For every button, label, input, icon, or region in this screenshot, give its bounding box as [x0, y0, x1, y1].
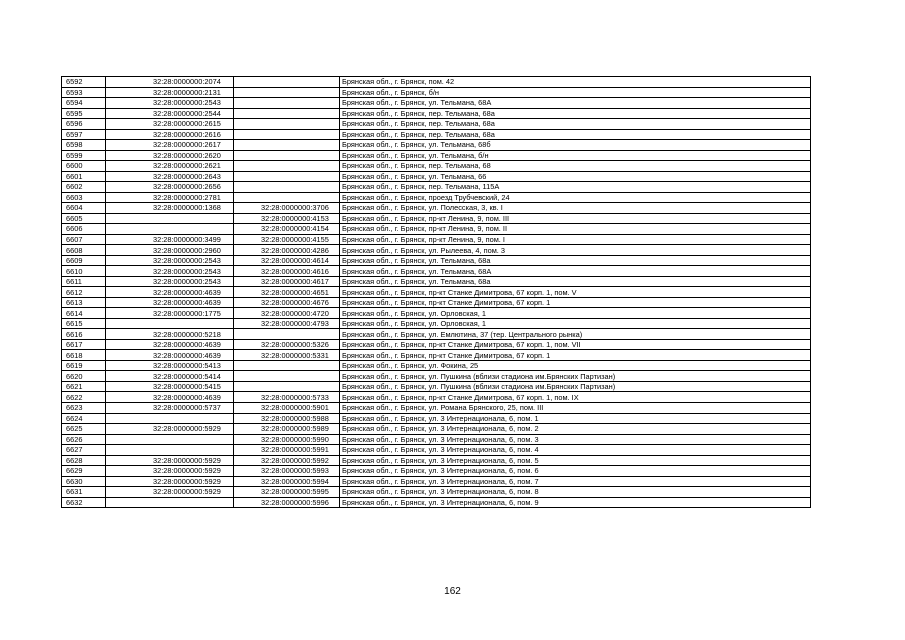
parent-cadastral-number-cell: 32:28:0000000:2615 [106, 119, 234, 130]
cadastral-number-cell: 32:28:0000000:5990 [234, 434, 340, 445]
table-row [62, 339, 811, 350]
row-number-cell: 6617 [62, 339, 106, 350]
row-number-cell: 6606 [62, 224, 106, 235]
row-number-cell: 6595 [62, 108, 106, 119]
parent-cadastral-number-cell: 32:28:0000000:4639 [106, 297, 234, 308]
address-cell: Брянская обл., г. Брянск, пр-кт Ленина, 9, пом. II [340, 224, 811, 235]
table-row [62, 255, 811, 266]
address-cell: Брянская обл., г. Брянск, пом. 42 [340, 77, 811, 88]
row-number-cell: 6621 [62, 381, 106, 392]
parent-cadastral-number-cell [106, 497, 234, 508]
cadastral-number-cell: 32:28:0000000:5995 [234, 487, 340, 498]
address-cell: Брянская обл., г. Брянск, ул. 3 Интернационала, 6, пом. 1 [340, 413, 811, 424]
parent-cadastral-number-cell [106, 318, 234, 329]
parent-cadastral-number-cell: 32:28:0000000:2781 [106, 192, 234, 203]
row-number-cell: 6627 [62, 445, 106, 456]
table-row [62, 87, 811, 98]
cadastral-number-cell: 32:28:0000000:5331 [234, 350, 340, 361]
row-number-cell: 6618 [62, 350, 106, 361]
parent-cadastral-number-cell: 32:28:0000000:2543 [106, 98, 234, 109]
row-number-cell: 6628 [62, 455, 106, 466]
parent-cadastral-number-cell: 32:28:0000000:2543 [106, 266, 234, 277]
address-cell: Брянская обл., г. Брянск, ул. 3 Интернационала, 6, пом. 2 [340, 424, 811, 435]
cadastral-number-cell: 32:28:0000000:5996 [234, 497, 340, 508]
row-number-cell: 6625 [62, 424, 106, 435]
address-cell: Брянская обл., г. Брянск, ул. Пушкина (вблизи стадиона им.Брянских Партизан) [340, 371, 811, 382]
table-row [62, 445, 811, 456]
address-cell: Брянская обл., г. Брянск, ул. Тельмана, 68б [340, 140, 811, 151]
table-row [62, 434, 811, 445]
parent-cadastral-number-cell: 32:28:0000000:2543 [106, 255, 234, 266]
table-row [62, 392, 811, 403]
table-row [62, 150, 811, 161]
parent-cadastral-number-cell: 32:28:0000000:5414 [106, 371, 234, 382]
address-cell: Брянская обл., г. Брянск, ул. Тельмана, 68А [340, 266, 811, 277]
table-row [62, 360, 811, 371]
table-row [62, 108, 811, 119]
cadastral-number-cell [234, 161, 340, 172]
parent-cadastral-number-cell: 32:28:0000000:4639 [106, 287, 234, 298]
address-cell: Брянская обл., г. Брянск, ул. Романа Брянского, 25, пом. III [340, 402, 811, 413]
cadastral-number-cell: 32:28:0000000:4651 [234, 287, 340, 298]
cadastral-number-cell [234, 140, 340, 151]
row-number-cell: 6616 [62, 329, 106, 340]
table-row [62, 424, 811, 435]
row-number-cell: 6596 [62, 119, 106, 130]
cadastral-number-cell: 32:28:0000000:4676 [234, 297, 340, 308]
cadastral-number-cell: 32:28:0000000:5991 [234, 445, 340, 456]
registry-table [61, 76, 811, 508]
table-row [62, 402, 811, 413]
table-row [62, 192, 811, 203]
row-number-cell: 6610 [62, 266, 106, 277]
parent-cadastral-number-cell [106, 434, 234, 445]
address-cell: Брянская обл., г. Брянск, ул. 3 Интернационала, 6, пом. 5 [340, 455, 811, 466]
parent-cadastral-number-cell: 32:28:0000000:2544 [106, 108, 234, 119]
row-number-cell: 6613 [62, 297, 106, 308]
cadastral-number-cell [234, 108, 340, 119]
parent-cadastral-number-cell: 32:28:0000000:2617 [106, 140, 234, 151]
cadastral-number-cell [234, 381, 340, 392]
parent-cadastral-number-cell: 32:28:0000000:5929 [106, 476, 234, 487]
parent-cadastral-number-cell: 32:28:0000000:2621 [106, 161, 234, 172]
parent-cadastral-number-cell: 32:28:0000000:3499 [106, 234, 234, 245]
cadastral-number-cell: 32:28:0000000:5733 [234, 392, 340, 403]
row-number-cell: 6630 [62, 476, 106, 487]
table-row [62, 161, 811, 172]
parent-cadastral-number-cell: 32:28:0000000:2131 [106, 87, 234, 98]
parent-cadastral-number-cell: 32:28:0000000:5929 [106, 424, 234, 435]
row-number-cell: 6631 [62, 487, 106, 498]
row-number-cell: 6620 [62, 371, 106, 382]
address-cell: Брянская обл., г. Брянск, ул. Орловская, 1 [340, 318, 811, 329]
row-number-cell: 6626 [62, 434, 106, 445]
address-cell: Брянская обл., г. Брянск, пр-кт Ленина, 9, пом. III [340, 213, 811, 224]
parent-cadastral-number-cell: 32:28:0000000:5413 [106, 360, 234, 371]
table-row [62, 224, 811, 235]
row-number-cell: 6614 [62, 308, 106, 319]
address-cell: Брянская обл., г. Брянск, пр-кт Станке Димитрова, 67 корп. 1, пом. IX [340, 392, 811, 403]
address-cell: Брянская обл., г. Брянск, ул. 3 Интернационала, 6, пом. 3 [340, 434, 811, 445]
row-number-cell: 6605 [62, 213, 106, 224]
table-row [62, 129, 811, 140]
parent-cadastral-number-cell: 32:28:0000000:2656 [106, 182, 234, 193]
parent-cadastral-number-cell: 32:28:0000000:5929 [106, 466, 234, 477]
table-row [62, 413, 811, 424]
row-number-cell: 6623 [62, 402, 106, 413]
row-number-cell: 6599 [62, 150, 106, 161]
address-cell: Брянская обл., г. Брянск, ул. Тельмана, 68а [340, 276, 811, 287]
row-number-cell: 6611 [62, 276, 106, 287]
cadastral-number-cell: 32:28:0000000:4720 [234, 308, 340, 319]
cadastral-number-cell: 32:28:0000000:4154 [234, 224, 340, 235]
table-row [62, 329, 811, 340]
cadastral-number-cell: 32:28:0000000:3706 [234, 203, 340, 214]
cadastral-number-cell [234, 129, 340, 140]
address-cell: Брянская обл., г. Брянск, ул. Орловская, 1 [340, 308, 811, 319]
address-cell: Брянская обл., г. Брянск, пр-кт Станке Димитрова, 67 корп. 1, пом. VII [340, 339, 811, 350]
address-cell: Брянская обл., г. Брянск, пр-кт Станке Димитрова, 67 корп. 1, пом. V [340, 287, 811, 298]
row-number-cell: 6622 [62, 392, 106, 403]
address-cell: Брянская обл., г. Брянск, пер. Тельмана, 68а [340, 129, 811, 140]
address-cell: Брянская обл., г. Брянск, пер. Тельмана, 115А [340, 182, 811, 193]
row-number-cell: 6597 [62, 129, 106, 140]
table-row [62, 381, 811, 392]
table-row [62, 276, 811, 287]
table-row [62, 287, 811, 298]
address-cell: Брянская обл., г. Брянск, ул. 3 Интернационала, 6, пом. 8 [340, 487, 811, 498]
row-number-cell: 6603 [62, 192, 106, 203]
row-number-cell: 6592 [62, 77, 106, 88]
table-row [62, 171, 811, 182]
table-row [62, 455, 811, 466]
cadastral-number-cell: 32:28:0000000:4286 [234, 245, 340, 256]
parent-cadastral-number-cell [106, 213, 234, 224]
cadastral-number-cell [234, 98, 340, 109]
table-row [62, 371, 811, 382]
cadastral-number-cell: 32:28:0000000:4617 [234, 276, 340, 287]
parent-cadastral-number-cell: 32:28:0000000:5929 [106, 455, 234, 466]
table-row [62, 266, 811, 277]
parent-cadastral-number-cell: 32:28:0000000:4639 [106, 350, 234, 361]
table-row [62, 234, 811, 245]
cadastral-number-cell: 32:28:0000000:4155 [234, 234, 340, 245]
cadastral-number-cell [234, 182, 340, 193]
cadastral-number-cell: 32:28:0000000:5988 [234, 413, 340, 424]
address-cell: Брянская обл., г. Брянск, проезд Трубчевский, 24 [340, 192, 811, 203]
address-cell: Брянская обл., г. Брянск, ул. 3 Интернационала, 6, пом. 4 [340, 445, 811, 456]
parent-cadastral-number-cell: 32:28:0000000:5415 [106, 381, 234, 392]
table-row [62, 308, 811, 319]
row-number-cell: 6629 [62, 466, 106, 477]
parent-cadastral-number-cell: 32:28:0000000:2543 [106, 276, 234, 287]
cadastral-number-cell: 32:28:0000000:5901 [234, 402, 340, 413]
cadastral-number-cell [234, 150, 340, 161]
cadastral-number-cell [234, 171, 340, 182]
parent-cadastral-number-cell: 32:28:0000000:5218 [106, 329, 234, 340]
address-cell: Брянская обл., г. Брянск, ул. Пушкина (вблизи стадиона им.Брянских Партизан) [340, 381, 811, 392]
table-row [62, 350, 811, 361]
parent-cadastral-number-cell: 32:28:0000000:2960 [106, 245, 234, 256]
address-cell: Брянская обл., г. Брянск, ул. 3 Интернационала, 6, пом. 7 [340, 476, 811, 487]
row-number-cell: 6619 [62, 360, 106, 371]
cadastral-number-cell [234, 87, 340, 98]
parent-cadastral-number-cell: 32:28:0000000:2643 [106, 171, 234, 182]
row-number-cell: 6608 [62, 245, 106, 256]
page-number: 162 [444, 586, 461, 597]
address-cell: Брянская обл., г. Брянск, б/н [340, 87, 811, 98]
table-row [62, 297, 811, 308]
table-row [62, 476, 811, 487]
cadastral-number-cell: 32:28:0000000:4153 [234, 213, 340, 224]
address-cell: Брянская обл., г. Брянск, пер. Тельмана, 68а [340, 119, 811, 130]
address-cell: Брянская обл., г. Брянск, ул. Тельмана, 68А [340, 98, 811, 109]
parent-cadastral-number-cell: 32:28:0000000:5737 [106, 402, 234, 413]
address-cell: Брянская обл., г. Брянск, ул. Фокина, 25 [340, 360, 811, 371]
row-number-cell: 6600 [62, 161, 106, 172]
table-row [62, 182, 811, 193]
cadastral-number-cell [234, 77, 340, 88]
table-row [62, 98, 811, 109]
cadastral-number-cell [234, 371, 340, 382]
table-row [62, 245, 811, 256]
row-number-cell: 6594 [62, 98, 106, 109]
row-number-cell: 6612 [62, 287, 106, 298]
registry-table-body [62, 77, 811, 508]
address-cell: Брянская обл., г. Брянск, ул. 3 Интернационала, 6, пом. 6 [340, 466, 811, 477]
cadastral-number-cell: 32:28:0000000:5326 [234, 339, 340, 350]
cadastral-number-cell: 32:28:0000000:5993 [234, 466, 340, 477]
row-number-cell: 6632 [62, 497, 106, 508]
row-number-cell: 6615 [62, 318, 106, 329]
parent-cadastral-number-cell [106, 224, 234, 235]
table-row [62, 203, 811, 214]
cadastral-number-cell: 32:28:0000000:4793 [234, 318, 340, 329]
table-row [62, 497, 811, 508]
address-cell: Брянская обл., г. Брянск, ул. 3 Интернационала, 6, пом. 9 [340, 497, 811, 508]
row-number-cell: 6624 [62, 413, 106, 424]
cadastral-number-cell [234, 360, 340, 371]
row-number-cell: 6593 [62, 87, 106, 98]
address-cell: Брянская обл., г. Брянск, пр-кт Станке Димитрова, 67 корп. 1 [340, 297, 811, 308]
cadastral-number-cell [234, 119, 340, 130]
cadastral-number-cell: 32:28:0000000:5994 [234, 476, 340, 487]
row-number-cell: 6609 [62, 255, 106, 266]
cadastral-number-cell [234, 192, 340, 203]
parent-cadastral-number-cell: 32:28:0000000:1775 [106, 308, 234, 319]
parent-cadastral-number-cell: 32:28:0000000:2620 [106, 150, 234, 161]
parent-cadastral-number-cell: 32:28:0000000:5929 [106, 487, 234, 498]
row-number-cell: 6607 [62, 234, 106, 245]
row-number-cell: 6601 [62, 171, 106, 182]
address-cell: Брянская обл., г. Брянск, ул. Тельмана, 66 [340, 171, 811, 182]
parent-cadastral-number-cell: 32:28:0000000:2616 [106, 129, 234, 140]
cadastral-number-cell: 32:28:0000000:5992 [234, 455, 340, 466]
address-cell: Брянская обл., г. Брянск, ул. Полесская, 3, кв. I [340, 203, 811, 214]
table-row [62, 213, 811, 224]
cadastral-number-cell [234, 329, 340, 340]
row-number-cell: 6602 [62, 182, 106, 193]
row-number-cell: 6604 [62, 203, 106, 214]
address-cell: Брянская обл., г. Брянск, ул. Тельмана, б/н [340, 150, 811, 161]
table-row [62, 119, 811, 130]
cadastral-number-cell: 32:28:0000000:4616 [234, 266, 340, 277]
cadastral-number-cell: 32:28:0000000:5989 [234, 424, 340, 435]
table-row [62, 487, 811, 498]
address-cell: Брянская обл., г. Брянск, пр-кт Ленина, 9, пом. I [340, 234, 811, 245]
address-cell: Брянская обл., г. Брянск, ул. Емлютина, 37 (тер. Центрального рынка) [340, 329, 811, 340]
parent-cadastral-number-cell [106, 413, 234, 424]
parent-cadastral-number-cell [106, 445, 234, 456]
cadastral-number-cell: 32:28:0000000:4614 [234, 255, 340, 266]
parent-cadastral-number-cell: 32:28:0000000:1368 [106, 203, 234, 214]
table-row [62, 77, 811, 88]
row-number-cell: 6598 [62, 140, 106, 151]
parent-cadastral-number-cell: 32:28:0000000:2074 [106, 77, 234, 88]
address-cell: Брянская обл., г. Брянск, пер. Тельмана, 68 [340, 161, 811, 172]
parent-cadastral-number-cell: 32:28:0000000:4639 [106, 339, 234, 350]
address-cell: Брянская обл., г. Брянск, ул. Рылеева, 4, пом. 3 [340, 245, 811, 256]
address-cell: Брянская обл., г. Брянск, пер. Тельмана, 68а [340, 108, 811, 119]
table-row [62, 466, 811, 477]
table-row [62, 318, 811, 329]
address-cell: Брянская обл., г. Брянск, ул. Тельмана, 68а [340, 255, 811, 266]
table-row [62, 140, 811, 151]
parent-cadastral-number-cell: 32:28:0000000:4639 [106, 392, 234, 403]
address-cell: Брянская обл., г. Брянск, пр-кт Станке Димитрова, 67 корп. 1 [340, 350, 811, 361]
